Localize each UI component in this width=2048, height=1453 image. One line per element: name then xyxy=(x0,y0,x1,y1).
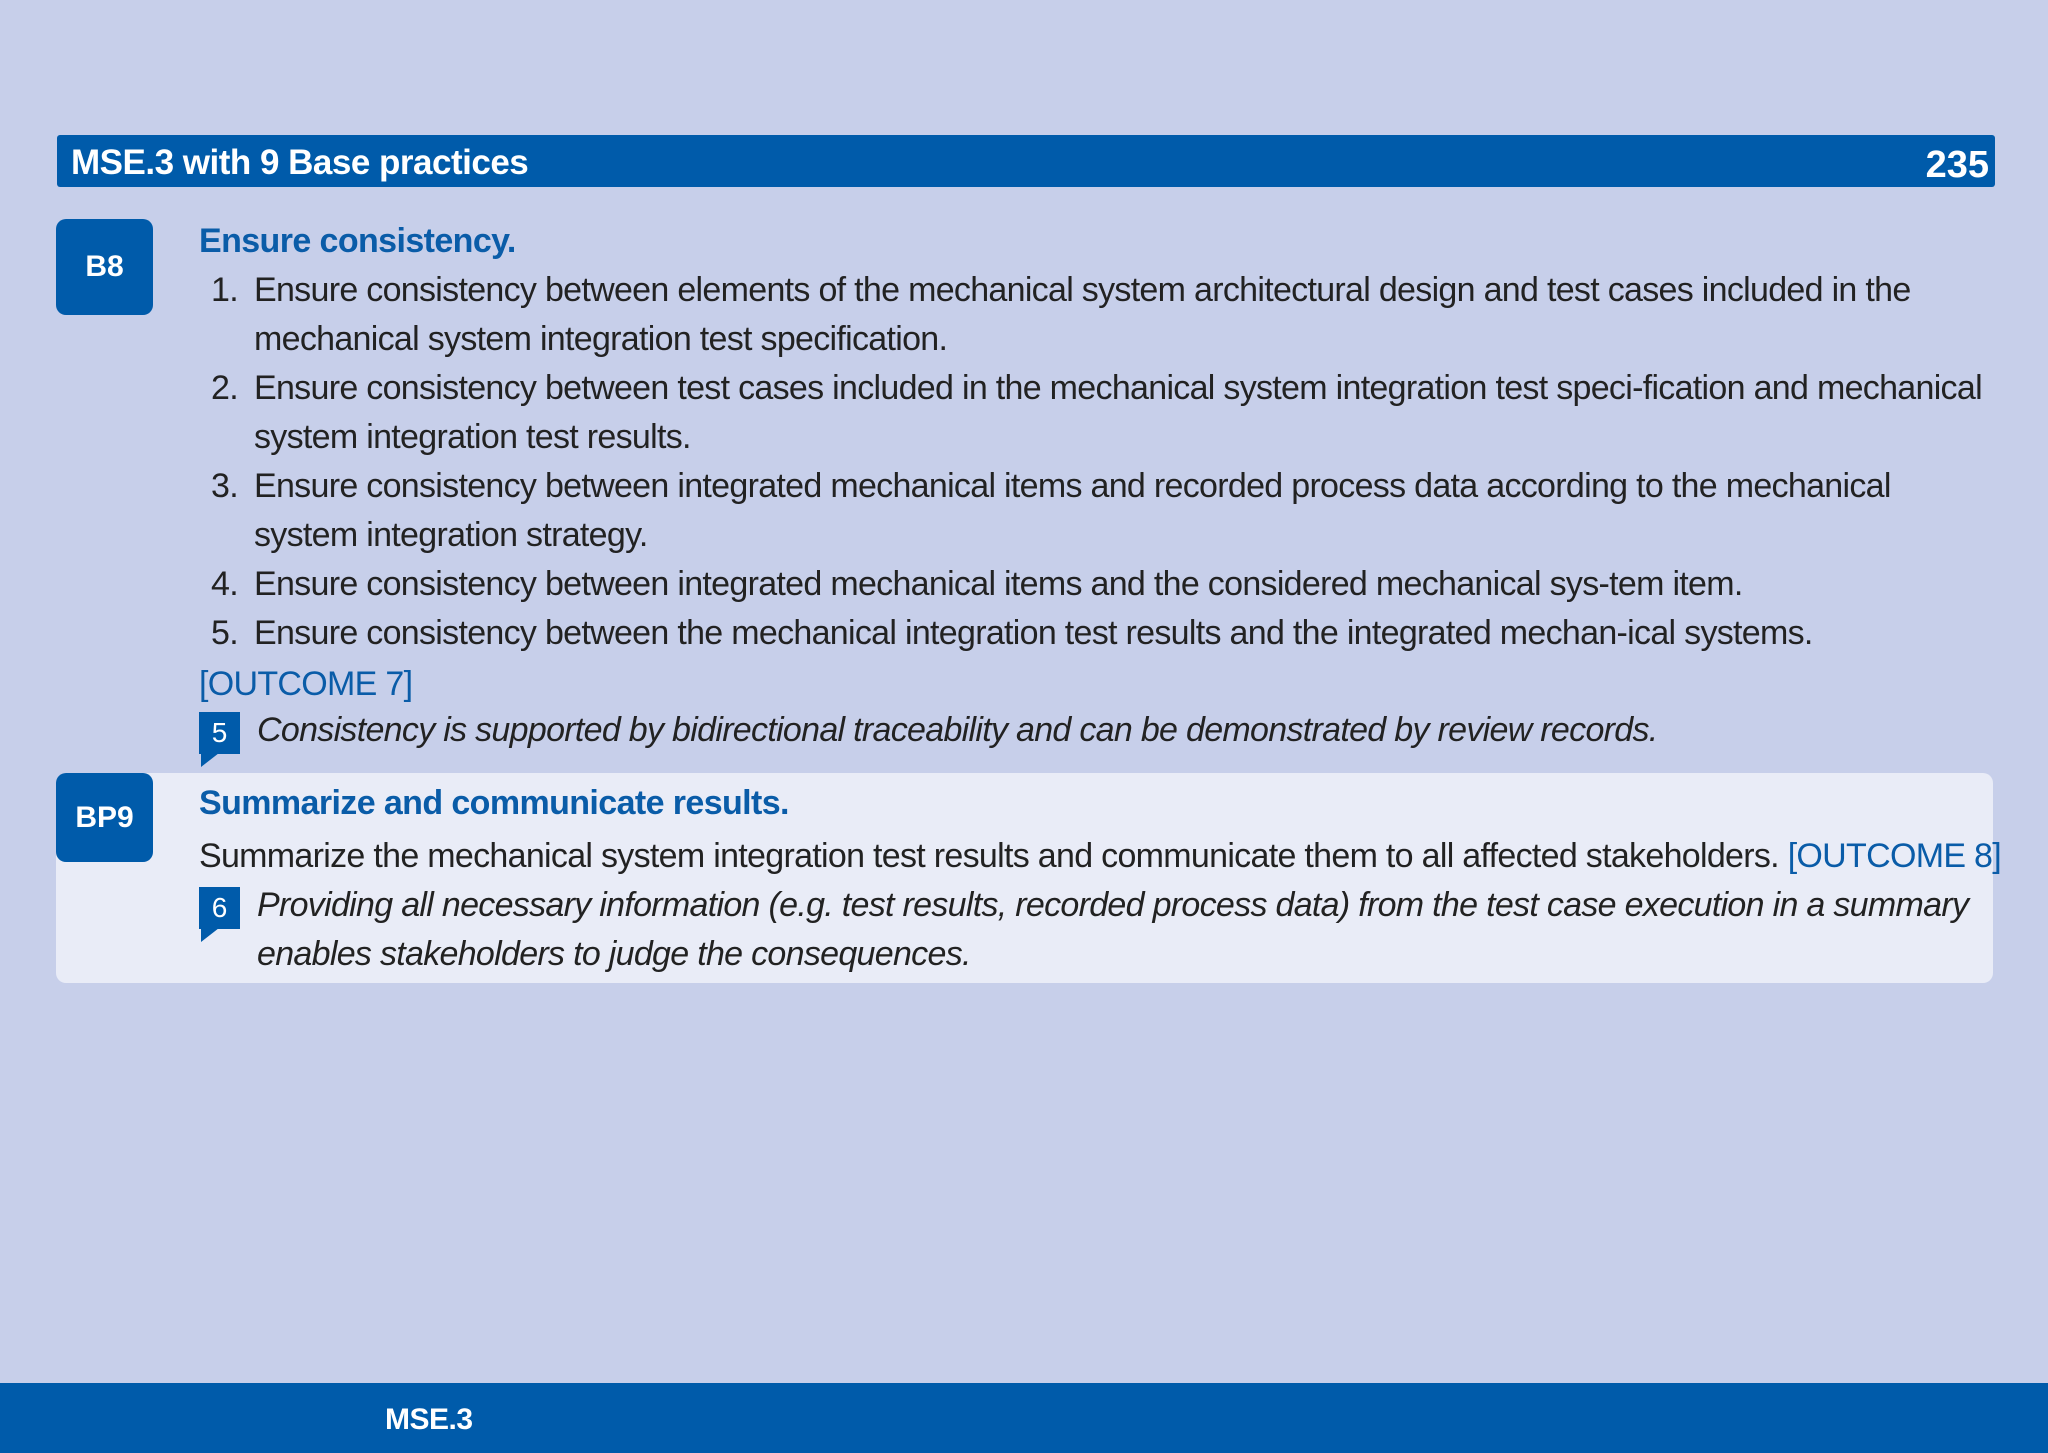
list-item-number: 1. xyxy=(211,271,238,309)
bp8-note xyxy=(199,706,1989,755)
footer-bar xyxy=(0,1383,2048,1453)
page-number: 235 xyxy=(1925,144,1989,186)
list-item-text: Ensure consistency between the mechanical integration test results and the integrated mechan-ical systems. xyxy=(254,614,1813,652)
list-item xyxy=(199,560,1989,609)
bp9-outcome: [OUTCOME 8] xyxy=(1787,837,2002,875)
list-item-number: 3. xyxy=(211,467,238,505)
bp9-text xyxy=(199,832,2002,881)
bp9-title: Summarize and communicate results. xyxy=(199,784,789,822)
header-title: MSE.3 with 9 Base practices xyxy=(71,143,529,182)
list-item xyxy=(199,364,1989,462)
list-item-text: Ensure consistency between test cases included in the mechanical system integration test speci-fication and mechanical system integration test results. xyxy=(254,369,1982,456)
list-item-number: 5. xyxy=(211,614,238,652)
note-text: Consistency is supported by bidirectional traceability and can be demonstrated by review records. xyxy=(257,711,1658,749)
bp9-badge: BP9 xyxy=(56,773,153,862)
footer-label: MSE.3 xyxy=(385,1403,473,1436)
bp8-outcome: [OUTCOME 7] xyxy=(199,665,413,703)
note-marker-icon: 6 xyxy=(199,887,240,929)
note-marker-icon: 5 xyxy=(199,712,240,754)
bp8-list xyxy=(199,266,1989,658)
list-item-number: 4. xyxy=(211,565,238,603)
note-text: Providing all necessary information (e.g. test results, recorded process data) from the test case execution in a summary enables stakeholders to judge the consequences. xyxy=(257,886,1969,973)
header-bar xyxy=(57,135,1995,187)
bp8-badge: B8 xyxy=(56,219,153,315)
list-item-text: Ensure consistency between integrated mechanical items and the considered mechanical sys-tem item. xyxy=(254,565,1743,603)
bp9-description: Summarize the mechanical system integration test results and communicate them to all affected stakeholders. xyxy=(199,837,1779,875)
list-item xyxy=(199,462,1989,560)
list-item xyxy=(199,609,1989,658)
list-item xyxy=(199,266,1989,364)
list-item-text: Ensure consistency between elements of the mechanical system architectural design and test cases included in the mechanical system integration test specification. xyxy=(254,271,1911,358)
list-item-number: 2. xyxy=(211,369,238,407)
bp8-title: Ensure consistency. xyxy=(199,222,516,260)
bp9-note xyxy=(199,881,1989,979)
list-item-text: Ensure consistency between integrated mechanical items and recorded process data according to the mechanical system integration strategy. xyxy=(254,467,1891,554)
